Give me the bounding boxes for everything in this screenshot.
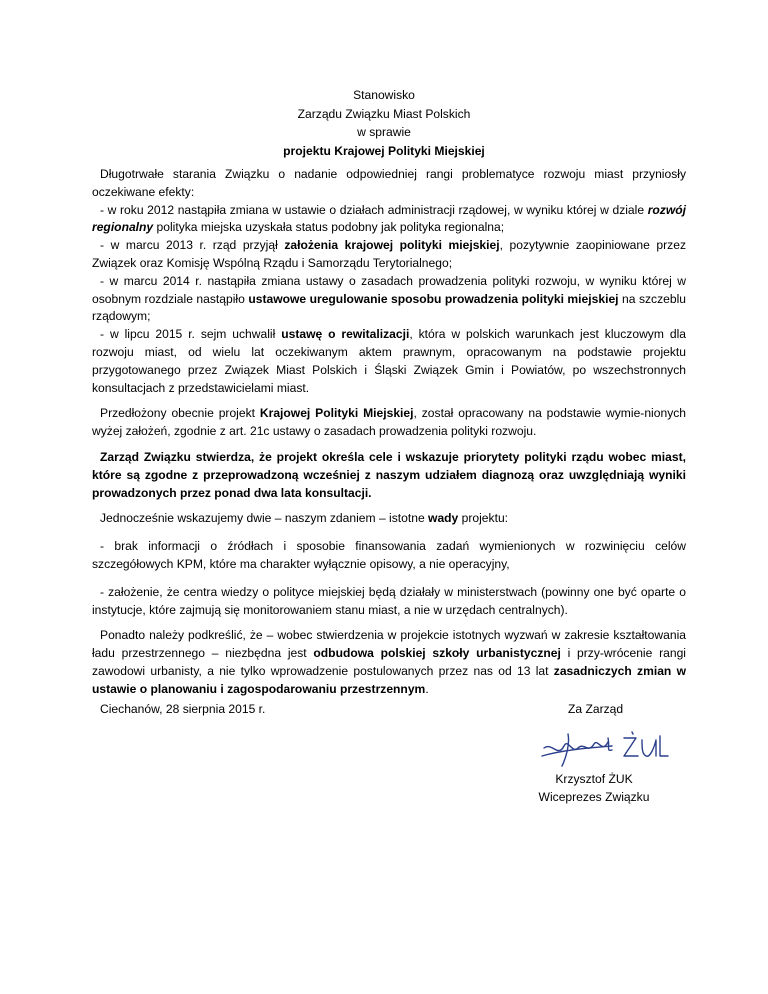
document-title: [0, 86, 768, 160]
signatory-block: [520, 770, 668, 806]
title-line-4: projektu Krajowej Polityki Miejskiej: [283, 143, 485, 158]
paragraph-statement: Zarząd Związku stwierdza, że projekt określa cele i wskazuje priorytety polityki rządu wobec miast, które są zgodne z przeprowadzoną wcześniej z naszym udziałem diagnozą oraz uwzględniają wyniki prowadzonych przez ponad dwa lata konsultacji.: [92, 449, 686, 500]
intro-paragraph: Długotrwałe starania Związku o nadanie odpowiedniej rangi problematyce rozwoju miast przyniosły oczekiwane efekty:: [92, 167, 686, 199]
for-board-label: Za Zarząd: [568, 702, 624, 716]
paragraph-spatial-order: Ponadto należy podkreślić, że – wobec stwierdzenia w projekcie istotnych wyzwań w zakresie kształtowania ładu przestrzennego – niezbędna jest odbudowa polskiej szkoły urbanistycznej i przy-wrócenie rangi zawodowi urbanisty, a nie tylko wprowadzenie postulowanych przez nas od 13 lat zasadniczych zmian w ustawie o planowaniu i zagospodarowaniu przestrzennym.: [92, 628, 686, 696]
list-item-2013: - w marcu 2013 r. rząd przyjął założenia krajowej polityki miejskiej, pozytywnie zaopiniowane przez Związek oraz Komisję Wspólną Rządu i Samorządu Terytorialnego;: [92, 238, 686, 270]
paragraph-project: Przedłożony obecnie projekt Krajowej Polityki Miejskiej, został opracowany na podstawie wymie-nionych wyżej założeń, zgodnie z art. 21c ustawy o zasadach prowadzenia polityki rozwoju.: [92, 406, 687, 439]
title-line-2: Zarządu Związku Miast Polskich: [297, 106, 471, 121]
signer-title: Wiceprezes Związku: [538, 790, 650, 804]
title-line-1: Stanowisko: [353, 88, 415, 102]
document-body: [92, 166, 686, 699]
paragraph-defects: Jednocześnie wskazujemy dwie – naszym zdaniem – istotne wady projektu:: [100, 511, 509, 526]
defect-item-knowledge-centres: - założenie, że centra wiedzy o polityce miejskiej będą działały w ministerstwach (powinny one być oparte o instytucje, które zajmują się monitorowaniem stanu miast, a nie w urzędach centralnych).: [92, 584, 686, 617]
list-item-2012: - w roku 2012 nastąpiła zmiana w ustawie o działach administracji rządowej, w wyniku której w dziale rozwój regionalny polityka miejska uzyskała status podobny jak polityka regionalna;: [92, 202, 686, 235]
list-item-2015: - w lipcu 2015 r. sejm uchwalił ustawę o rewitalizacji, która w polskich warunkach jest kluczowym dla rozwoju miast, od wielu lat oczekiwanym aktem prawnym, opracowanym na podstawie projektu przygotowanego przez Związek Miast Polskich i Śląski Związek Gmin i Powiatów, po wszechstronnych konsultacjach z przedstawicielami miast.: [92, 327, 686, 395]
handwritten-signature: [538, 728, 674, 774]
title-line-3: w sprawie: [357, 125, 411, 140]
signer-name: Krzysztof ŻUK: [555, 772, 633, 786]
list-item-2014: - w marcu 2014 r. nastąpiła zmiana ustawy o zasadach prowadzenia polityki rozwoju, w wyniku której w osobnym rozdziale nastąpiło ustawowe uregulowanie sposobu prowadzenia polityki miejskiej na szczeblu rządowym;: [92, 273, 686, 324]
defect-item-financing: - brak informacji o źródłach i sposobie finansowania zadań wymienionych w rozwinięciu celów szczegółowych KPM, które ma charakter wyłącznie opisowy, a nie operacyjny,: [92, 539, 686, 571]
place-and-date: Ciechanów, 28 sierpnia 2015 r.: [100, 702, 266, 716]
